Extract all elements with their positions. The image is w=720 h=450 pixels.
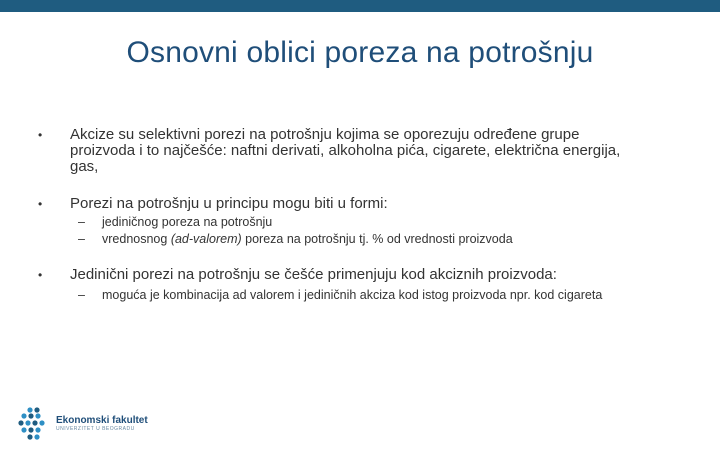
dash-marker: – (78, 232, 85, 246)
bullet-2-line-1: Porezi na potrošnju u principu mogu biti u formi: (70, 195, 388, 212)
bullet-1-line-3: gas, (70, 158, 99, 175)
dash-marker: – (78, 288, 85, 302)
dash-marker: – (78, 215, 85, 229)
subitem-text-before: vrednosnog (102, 232, 171, 246)
bullet-marker: • (38, 128, 43, 142)
logo-subtitle: UNIVERZITET U BEOGRADU (56, 426, 135, 432)
bullet-marker: • (38, 197, 43, 211)
bullet-1-line-1: Akcize su selektivni porezi na potrošnju kojima se oporezuju određene grupe (70, 126, 580, 143)
bullet-marker: • (38, 268, 43, 282)
faculty-logo-icon (16, 404, 56, 444)
subitem-text-italic: (ad-valorem) (170, 232, 242, 246)
bullet-3-line-1: Jedinični porezi na potrošnju se češće primenjuju kod akciznih proizvoda: (70, 266, 557, 283)
bullet-1-line-2: proizvoda i to najčešće: naftni derivati, alkoholna pića, cigarete, električna energija, (70, 142, 621, 159)
slide-title: Osnovni oblici poreza na potrošnju (126, 36, 594, 69)
logo-name: Ekonomski fakultet (56, 415, 148, 426)
subitem-text: moguća je kombinacija ad valorem i jediničnih akciza kod istog proizvoda npr. kod cigareta (102, 288, 603, 302)
subitem-text-after: poreza na potrošnju tj. % od vrednosti proizvoda (241, 232, 513, 246)
subitem-text: jediničnog poreza na potrošnju (102, 215, 273, 229)
subitem-text (102, 231, 513, 247)
